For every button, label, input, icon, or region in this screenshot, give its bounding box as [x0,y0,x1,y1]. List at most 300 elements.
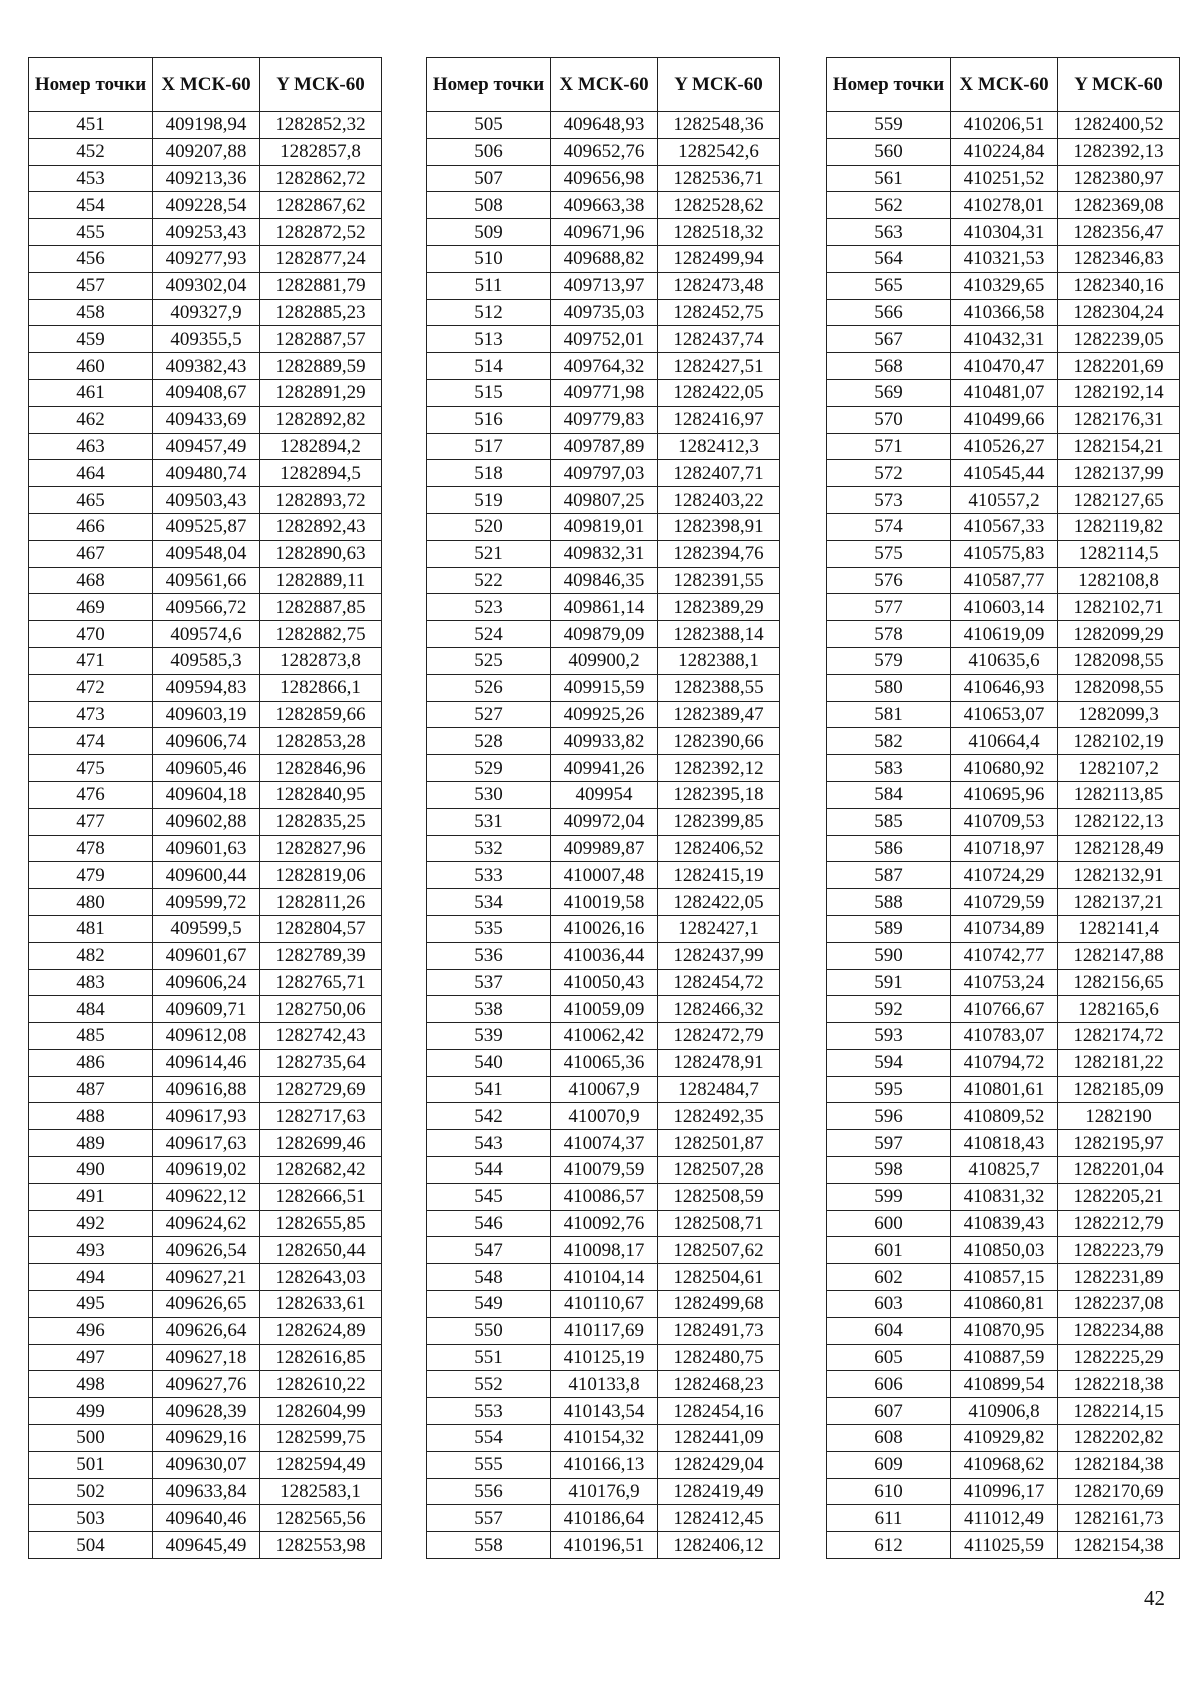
point-number-cell: 501 [29,1451,153,1478]
x-coordinate-cell: 409648,93 [551,112,658,139]
y-coordinate-cell: 1282877,24 [260,245,382,272]
point-number-cell: 551 [427,1344,551,1371]
table-row [827,1398,1180,1425]
table-row [427,1425,780,1452]
x-coordinate-cell: 410729,59 [951,889,1058,916]
header-x-coordinate: X МСК-60 [951,58,1058,112]
point-number-cell: 605 [827,1344,951,1371]
point-number-cell: 548 [427,1264,551,1291]
point-number-cell: 608 [827,1425,951,1452]
point-number-cell: 587 [827,862,951,889]
point-number-cell: 599 [827,1183,951,1210]
point-number-cell: 487 [29,1076,153,1103]
point-number-cell: 552 [427,1371,551,1398]
point-number-cell: 474 [29,728,153,755]
table-row [827,406,1180,433]
y-coordinate-cell: 1282650,44 [260,1237,382,1264]
table-row [827,433,1180,460]
point-number-cell: 588 [827,889,951,916]
table-row [827,1183,1180,1210]
y-coordinate-cell: 1282201,69 [1058,353,1180,380]
point-number-cell: 518 [427,460,551,487]
x-coordinate-cell: 410839,43 [951,1210,1058,1237]
table-row [427,1210,780,1237]
point-number-cell: 456 [29,245,153,272]
x-coordinate-cell: 410818,43 [951,1130,1058,1157]
table-row [427,567,780,594]
y-coordinate-cell: 1282893,72 [260,487,382,514]
x-coordinate-cell: 410567,33 [951,513,1058,540]
x-coordinate-cell: 410092,76 [551,1210,658,1237]
coordinates-table-3 [826,57,1180,1559]
table-row [427,460,780,487]
y-coordinate-cell: 1282887,85 [260,594,382,621]
table-row [827,621,1180,648]
point-number-cell: 510 [427,245,551,272]
y-coordinate-cell: 1282454,72 [658,969,780,996]
x-coordinate-cell: 409382,43 [153,353,260,380]
y-coordinate-cell: 1282867,62 [260,192,382,219]
table-row [827,1157,1180,1184]
x-coordinate-cell: 410724,29 [951,862,1058,889]
y-coordinate-cell: 1282604,99 [260,1398,382,1425]
table-row [29,835,382,862]
point-number-cell: 511 [427,272,551,299]
point-number-cell: 573 [827,487,951,514]
x-coordinate-cell: 409594,83 [153,674,260,701]
point-number-cell: 550 [427,1317,551,1344]
point-number-cell: 607 [827,1398,951,1425]
point-number-cell: 591 [827,969,951,996]
y-coordinate-cell: 1282174,72 [1058,1023,1180,1050]
y-coordinate-cell: 1282395,18 [658,781,780,808]
y-coordinate-cell: 1282441,09 [658,1425,780,1452]
point-number-cell: 458 [29,299,153,326]
x-coordinate-cell: 410224,84 [951,138,1058,165]
point-number-cell: 504 [29,1532,153,1559]
header-x-coordinate: X МСК-60 [153,58,260,112]
table-row [29,1371,382,1398]
table-row [427,165,780,192]
y-coordinate-cell: 1282392,12 [658,755,780,782]
point-number-cell: 590 [827,942,951,969]
table-row [827,1264,1180,1291]
x-coordinate-cell: 410887,59 [951,1344,1058,1371]
point-number-cell: 549 [427,1291,551,1318]
x-coordinate-cell: 409628,39 [153,1398,260,1425]
point-number-cell: 523 [427,594,551,621]
point-number-cell: 513 [427,326,551,353]
y-coordinate-cell: 1282201,04 [1058,1157,1180,1184]
y-coordinate-cell: 1282102,19 [1058,728,1180,755]
point-number-cell: 505 [427,112,551,139]
y-coordinate-cell: 1282346,83 [1058,245,1180,272]
x-coordinate-cell: 410718,97 [951,835,1058,862]
point-number-cell: 555 [427,1451,551,1478]
x-coordinate-cell: 410906,8 [951,1398,1058,1425]
point-number-cell: 529 [427,755,551,782]
y-coordinate-cell: 1282624,89 [260,1317,382,1344]
x-coordinate-cell: 410794,72 [951,1049,1058,1076]
table-row [29,1398,382,1425]
y-coordinate-cell: 1282862,72 [260,165,382,192]
table-row [427,487,780,514]
point-number-cell: 461 [29,379,153,406]
table-row [427,915,780,942]
y-coordinate-cell: 1282132,91 [1058,862,1180,889]
y-coordinate-cell: 1282682,42 [260,1157,382,1184]
point-number-cell: 485 [29,1023,153,1050]
point-number-cell: 533 [427,862,551,889]
point-number-cell: 534 [427,889,551,916]
point-number-cell: 564 [827,245,951,272]
point-number-cell: 568 [827,353,951,380]
x-coordinate-cell: 410653,07 [951,701,1058,728]
point-number-cell: 514 [427,353,551,380]
y-coordinate-cell: 1282098,55 [1058,674,1180,701]
y-coordinate-cell: 1282594,49 [260,1451,382,1478]
coordinates-table-1 [28,57,382,1559]
table-row [29,1505,382,1532]
table-row [29,1210,382,1237]
y-coordinate-cell: 1282480,75 [658,1344,780,1371]
x-coordinate-cell: 409626,65 [153,1291,260,1318]
header-y-coordinate: Y МСК-60 [260,58,382,112]
y-coordinate-cell: 1282655,85 [260,1210,382,1237]
point-number-cell: 499 [29,1398,153,1425]
table-row [29,433,382,460]
y-coordinate-cell: 1282212,79 [1058,1210,1180,1237]
x-coordinate-cell: 410695,96 [951,781,1058,808]
y-coordinate-cell: 1282890,63 [260,540,382,567]
x-coordinate-cell: 410709,53 [951,808,1058,835]
table-row [827,138,1180,165]
x-coordinate-cell: 411025,59 [951,1532,1058,1559]
point-number-cell: 536 [427,942,551,969]
y-coordinate-cell: 1282427,1 [658,915,780,942]
point-number-cell: 578 [827,621,951,648]
x-coordinate-cell: 409819,01 [551,513,658,540]
point-number-cell: 462 [29,406,153,433]
x-coordinate-cell: 409861,14 [551,594,658,621]
point-number-cell: 540 [427,1049,551,1076]
point-number-cell: 566 [827,299,951,326]
point-number-cell: 522 [427,567,551,594]
table-row [827,1344,1180,1371]
y-coordinate-cell: 1282399,85 [658,808,780,835]
point-number-cell: 488 [29,1103,153,1130]
y-coordinate-cell: 1282892,43 [260,513,382,540]
y-coordinate-cell: 1282504,61 [658,1264,780,1291]
y-coordinate-cell: 1282389,29 [658,594,780,621]
y-coordinate-cell: 1282141,4 [1058,915,1180,942]
point-number-cell: 459 [29,326,153,353]
point-number-cell: 502 [29,1478,153,1505]
x-coordinate-cell: 410619,09 [951,621,1058,648]
x-coordinate-cell: 410251,52 [951,165,1058,192]
x-coordinate-cell: 410070,9 [551,1103,658,1130]
y-coordinate-cell: 1282846,96 [260,755,382,782]
x-coordinate-cell: 409624,62 [153,1210,260,1237]
x-coordinate-cell: 410783,07 [951,1023,1058,1050]
x-coordinate-cell: 409327,9 [153,299,260,326]
table-row [827,272,1180,299]
x-coordinate-cell: 410074,37 [551,1130,658,1157]
table-row [29,969,382,996]
table-row [427,647,780,674]
x-coordinate-cell: 410366,58 [951,299,1058,326]
point-number-cell: 506 [427,138,551,165]
y-coordinate-cell: 1282528,62 [658,192,780,219]
y-coordinate-cell: 1282840,95 [260,781,382,808]
point-number-cell: 483 [29,969,153,996]
table-row [827,1451,1180,1478]
y-coordinate-cell: 1282392,13 [1058,138,1180,165]
x-coordinate-cell: 409604,18 [153,781,260,808]
table-row [827,192,1180,219]
table-row [427,1317,780,1344]
point-number-cell: 577 [827,594,951,621]
table-row [427,433,780,460]
y-coordinate-cell: 1282225,29 [1058,1344,1180,1371]
x-coordinate-cell: 409228,54 [153,192,260,219]
header-point-number: Номер точки [827,58,951,112]
x-coordinate-cell: 409633,84 [153,1478,260,1505]
x-coordinate-cell: 410166,13 [551,1451,658,1478]
x-coordinate-cell: 410680,92 [951,755,1058,782]
x-coordinate-cell: 410098,17 [551,1237,658,1264]
y-coordinate-cell: 1282472,79 [658,1023,780,1050]
y-coordinate-cell: 1282804,57 [260,915,382,942]
table-row [29,1157,382,1184]
point-number-cell: 600 [827,1210,951,1237]
point-number-cell: 572 [827,460,951,487]
y-coordinate-cell: 1282866,1 [260,674,382,701]
table-row [29,808,382,835]
y-coordinate-cell: 1282553,98 [260,1532,382,1559]
table-row [427,728,780,755]
x-coordinate-cell: 409612,08 [153,1023,260,1050]
point-number-cell: 585 [827,808,951,835]
x-coordinate-cell: 409640,46 [153,1505,260,1532]
table-row [29,138,382,165]
table-row [427,1451,780,1478]
point-number-cell: 554 [427,1425,551,1452]
x-coordinate-cell: 410499,66 [951,406,1058,433]
table-row [827,1478,1180,1505]
y-coordinate-cell: 1282231,89 [1058,1264,1180,1291]
y-coordinate-cell: 1282161,73 [1058,1505,1180,1532]
point-number-cell: 575 [827,540,951,567]
point-number-cell: 512 [427,299,551,326]
table-row [427,245,780,272]
y-coordinate-cell: 1282391,55 [658,567,780,594]
y-coordinate-cell: 1282429,04 [658,1451,780,1478]
point-number-cell: 498 [29,1371,153,1398]
point-number-cell: 603 [827,1291,951,1318]
point-number-cell: 519 [427,487,551,514]
point-number-cell: 545 [427,1183,551,1210]
x-coordinate-cell: 409627,18 [153,1344,260,1371]
table-row [427,1478,780,1505]
point-number-cell: 542 [427,1103,551,1130]
y-coordinate-cell: 1282889,59 [260,353,382,380]
y-coordinate-cell: 1282565,56 [260,1505,382,1532]
point-number-cell: 582 [827,728,951,755]
x-coordinate-cell: 410329,65 [951,272,1058,299]
point-number-cell: 579 [827,647,951,674]
table-row [827,674,1180,701]
y-coordinate-cell: 1282473,48 [658,272,780,299]
y-coordinate-cell: 1282765,71 [260,969,382,996]
x-coordinate-cell: 410133,8 [551,1371,658,1398]
y-coordinate-cell: 1282406,12 [658,1532,780,1559]
y-coordinate-cell: 1282388,55 [658,674,780,701]
table-row [29,621,382,648]
y-coordinate-cell: 1282894,5 [260,460,382,487]
y-coordinate-cell: 1282499,94 [658,245,780,272]
y-coordinate-cell: 1282223,79 [1058,1237,1180,1264]
table-row [827,1130,1180,1157]
point-number-cell: 580 [827,674,951,701]
table-row [29,272,382,299]
x-coordinate-cell: 409779,83 [551,406,658,433]
y-coordinate-cell: 1282154,38 [1058,1532,1180,1559]
x-coordinate-cell: 409601,63 [153,835,260,862]
table-row [427,621,780,648]
y-coordinate-cell: 1282340,16 [1058,272,1180,299]
point-number-cell: 515 [427,379,551,406]
y-coordinate-cell: 1282119,82 [1058,513,1180,540]
point-number-cell: 532 [427,835,551,862]
y-coordinate-cell: 1282599,75 [260,1425,382,1452]
point-number-cell: 469 [29,594,153,621]
table-row [29,406,382,433]
table-row [827,299,1180,326]
x-coordinate-cell: 410067,9 [551,1076,658,1103]
header-point-number: Номер точки [29,58,153,112]
x-coordinate-cell: 410968,62 [951,1451,1058,1478]
x-coordinate-cell: 409617,93 [153,1103,260,1130]
x-coordinate-cell: 410125,19 [551,1344,658,1371]
y-coordinate-cell: 1282891,29 [260,379,382,406]
table-row [29,1103,382,1130]
table-row [827,594,1180,621]
table-row [827,942,1180,969]
y-coordinate-cell: 1282454,16 [658,1398,780,1425]
y-coordinate-cell: 1282407,71 [658,460,780,487]
y-coordinate-cell: 1282859,66 [260,701,382,728]
point-number-cell: 496 [29,1317,153,1344]
point-number-cell: 559 [827,112,951,139]
point-number-cell: 451 [29,112,153,139]
point-number-cell: 574 [827,513,951,540]
table-row [29,1478,382,1505]
x-coordinate-cell: 409807,25 [551,487,658,514]
x-coordinate-cell: 410481,07 [951,379,1058,406]
x-coordinate-cell: 409253,43 [153,219,260,246]
y-coordinate-cell: 1282403,22 [658,487,780,514]
y-coordinate-cell: 1282181,22 [1058,1049,1180,1076]
x-coordinate-cell: 410019,58 [551,889,658,916]
table-row [427,219,780,246]
x-coordinate-cell: 410587,77 [951,567,1058,594]
point-number-cell: 460 [29,353,153,380]
x-coordinate-cell: 410801,61 [951,1076,1058,1103]
x-coordinate-cell: 410831,32 [951,1183,1058,1210]
y-coordinate-cell: 1282137,99 [1058,460,1180,487]
table-row [29,647,382,674]
table-row [827,969,1180,996]
point-number-cell: 463 [29,433,153,460]
table-row [827,1023,1180,1050]
point-number-cell: 527 [427,701,551,728]
y-coordinate-cell: 1282202,82 [1058,1425,1180,1452]
header-x-coordinate: X МСК-60 [551,58,658,112]
y-coordinate-cell: 1282422,05 [658,889,780,916]
point-number-cell: 531 [427,808,551,835]
table-row [427,272,780,299]
point-number-cell: 586 [827,835,951,862]
point-number-cell: 543 [427,1130,551,1157]
y-coordinate-cell: 1282548,36 [658,112,780,139]
y-coordinate-cell: 1282881,79 [260,272,382,299]
table-row [827,1076,1180,1103]
table-row [29,379,382,406]
point-number-cell: 457 [29,272,153,299]
y-coordinate-cell: 1282389,47 [658,701,780,728]
point-number-cell: 503 [29,1505,153,1532]
x-coordinate-cell: 409302,04 [153,272,260,299]
x-coordinate-cell: 409989,87 [551,835,658,862]
table-row [29,353,382,380]
x-coordinate-cell: 410065,36 [551,1049,658,1076]
table-row [29,781,382,808]
table-row [827,567,1180,594]
x-coordinate-cell: 409629,16 [153,1425,260,1452]
point-number-cell: 597 [827,1130,951,1157]
table-row [29,915,382,942]
y-coordinate-cell: 1282170,69 [1058,1478,1180,1505]
x-coordinate-cell: 409627,76 [153,1371,260,1398]
x-coordinate-cell: 409599,5 [153,915,260,942]
point-number-cell: 481 [29,915,153,942]
y-coordinate-cell: 1282491,73 [658,1317,780,1344]
x-coordinate-cell: 409645,49 [153,1532,260,1559]
y-coordinate-cell: 1282390,66 [658,728,780,755]
table-row [427,326,780,353]
y-coordinate-cell: 1282882,75 [260,621,382,648]
point-number-cell: 602 [827,1264,951,1291]
y-coordinate-cell: 1282452,75 [658,299,780,326]
point-number-cell: 495 [29,1291,153,1318]
header-y-coordinate: Y МСК-60 [1058,58,1180,112]
x-coordinate-cell: 409787,89 [551,433,658,460]
x-coordinate-cell: 409480,74 [153,460,260,487]
point-number-cell: 553 [427,1398,551,1425]
point-number-cell: 497 [29,1344,153,1371]
x-coordinate-cell: 410062,42 [551,1023,658,1050]
y-coordinate-cell: 1282857,8 [260,138,382,165]
table-row [427,969,780,996]
x-coordinate-cell: 410734,89 [951,915,1058,942]
x-coordinate-cell: 410196,51 [551,1532,658,1559]
y-coordinate-cell: 1282205,21 [1058,1183,1180,1210]
table-row [29,1425,382,1452]
table-row [827,112,1180,139]
y-coordinate-cell: 1282468,23 [658,1371,780,1398]
x-coordinate-cell: 409585,3 [153,647,260,674]
